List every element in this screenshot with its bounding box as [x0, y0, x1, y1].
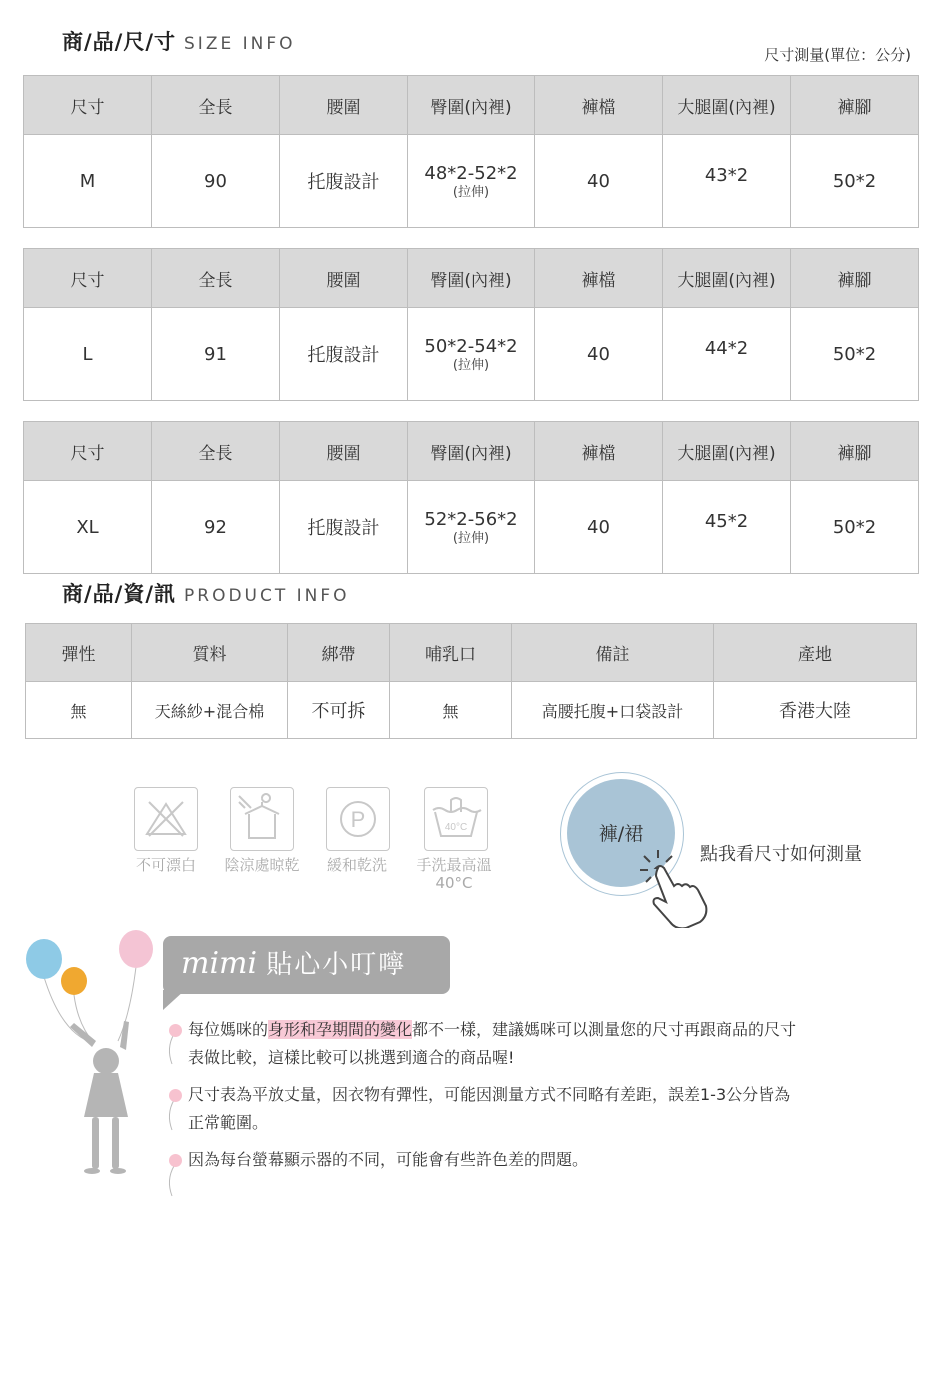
tips-title-bubble — [163, 936, 450, 994]
size-table-header — [24, 249, 919, 308]
cell-size: M — [24, 135, 152, 228]
cell-remarks: 高腰托腹+口袋設計 — [512, 682, 714, 739]
cell-strap: 不可拆 — [288, 682, 390, 739]
header-hem: 褲腳 — [791, 249, 919, 308]
cell-elasticity: 無 — [26, 682, 132, 739]
header-waist: 腰圍 — [280, 76, 408, 135]
size-table-xl — [23, 421, 919, 574]
header-hip: 臀圍(內裡) — [408, 249, 535, 308]
tip-item-1: 每位媽咪的身形和孕期間的變化都不一樣，建議媽咪可以測量您的尺寸再跟商品的尺寸 表做比較，這樣比較可以挑選到適合的商品喔! — [188, 1020, 797, 1067]
tip-bullet — [169, 1089, 182, 1102]
tip-item-2: 尺寸表為平放丈量，因衣物有彈性，可能因測量方式不同略有差距，誤差1-3公分皆為 正常範圍。 — [188, 1085, 791, 1132]
measure-link[interactable]: 點我看尺寸如何測量 — [700, 844, 862, 865]
svg-text:P: P — [350, 807, 366, 832]
product-section-title: 商/品/資/訊 PRODUCT INFO — [62, 582, 350, 606]
cell-hip: 52*2-56*2 (拉伸) — [408, 481, 535, 574]
size-tables — [23, 75, 919, 574]
cell-nursing-opening: 無 — [390, 682, 512, 739]
size-row-xl — [24, 481, 919, 574]
cell-length: 90 — [152, 135, 280, 228]
balloon-pink — [119, 930, 153, 968]
header-length: 全長 — [152, 249, 280, 308]
size-row-l — [24, 308, 919, 401]
header-elasticity: 彈性 — [26, 624, 132, 682]
tips-title: 貼心小叮嚀 — [266, 950, 407, 980]
gentle-dry-clean-icon — [326, 787, 390, 851]
header-strap: 綁帶 — [288, 624, 390, 682]
header-remarks: 備註 — [512, 624, 714, 682]
tip-item-3: 因為每台螢幕顯示器的不同，可能會有些許色差的問題。 — [188, 1150, 589, 1169]
product-table-header — [26, 624, 917, 682]
gentle-dry-clean-label: 緩和乾洗 — [326, 856, 387, 874]
header-waist: 腰圍 — [280, 422, 408, 481]
header-thigh: 大腿圍(內裡) — [663, 422, 791, 481]
cell-length: 91 — [152, 308, 280, 401]
product-section-subtitle: PRODUCT INFO — [184, 586, 350, 606]
header-length: 全長 — [152, 76, 280, 135]
size-row-m — [24, 135, 919, 228]
cell-rise: 40 — [535, 481, 663, 574]
header-thigh: 大腿圍(內裡) — [663, 76, 791, 135]
size-table-header — [24, 76, 919, 135]
unit-note: 尺寸測量(單位：公分) — [764, 46, 911, 64]
no-bleach-icon — [134, 787, 198, 851]
header-size: 尺寸 — [24, 76, 152, 135]
tips-connector-lines — [160, 1020, 190, 1200]
cell-size: L — [24, 308, 152, 401]
header-hem: 褲腳 — [791, 422, 919, 481]
hand-wash-icon — [424, 787, 488, 851]
cell-waist: 托腹設計 — [280, 308, 408, 401]
shade-dry-icon — [230, 787, 294, 851]
cell-waist: 托腹設計 — [280, 481, 408, 574]
balloon-girl-illustration — [22, 925, 172, 1184]
shade-dry-label: 陰涼處晾乾 — [224, 856, 300, 874]
cell-rise: 40 — [535, 135, 663, 228]
size-section-subtitle: SIZE INFO — [184, 34, 296, 54]
measure-circle-label: 褲/裙 — [598, 823, 644, 845]
size-table-m — [23, 75, 919, 228]
header-hip: 臀圍(內裡) — [408, 76, 535, 135]
product-info-table — [25, 623, 917, 739]
cell-thigh: 43*2 — [663, 135, 791, 228]
header-length: 全長 — [152, 422, 280, 481]
tips-bubble-tail — [163, 990, 185, 1010]
header-thigh: 大腿圍(內裡) — [663, 249, 791, 308]
tip-highlight: 身形和孕期間的變化 — [268, 1020, 413, 1039]
cell-hip: 48*2-52*2 (拉伸) — [408, 135, 535, 228]
tip-bullet — [169, 1154, 182, 1167]
cell-length: 92 — [152, 481, 280, 574]
header-hip: 臀圍(內裡) — [408, 422, 535, 481]
product-table-row — [26, 682, 917, 739]
cell-size: XL — [24, 481, 152, 574]
header-nursing-opening: 哺乳口 — [390, 624, 512, 682]
no-bleach-label: 不可漂白 — [135, 856, 196, 874]
header-rise: 褲檔 — [535, 76, 663, 135]
header-rise: 褲檔 — [535, 422, 663, 481]
header-rise: 褲檔 — [535, 249, 663, 308]
size-table-header — [24, 422, 919, 481]
balloon-orange — [61, 967, 87, 995]
girl-silhouette — [70, 1021, 129, 1174]
header-waist: 腰圍 — [280, 249, 408, 308]
cell-hip: 50*2-54*2 (拉伸) — [408, 308, 535, 401]
header-size: 尺寸 — [24, 422, 152, 481]
header-size: 尺寸 — [24, 249, 152, 308]
cell-hem: 50*2 — [791, 308, 919, 401]
header-hem: 褲腳 — [791, 76, 919, 135]
header-material: 質料 — [132, 624, 288, 682]
cell-waist: 托腹設計 — [280, 135, 408, 228]
header-origin: 產地 — [714, 624, 917, 682]
cell-origin: 香港大陸 — [714, 682, 917, 739]
hand-wash-label: 手洗最高溫 40°C — [416, 856, 492, 892]
svg-text:40°C: 40°C — [444, 822, 468, 833]
size-table-l — [23, 248, 919, 401]
tips-brand: mimi — [181, 946, 258, 981]
cell-thigh: 45*2 — [663, 481, 791, 574]
size-section-title: 商/品/尺/寸 SIZE INFO — [62, 30, 296, 54]
cell-rise: 40 — [535, 308, 663, 401]
cell-material: 天絲紗+混合棉 — [132, 682, 288, 739]
cell-hem: 50*2 — [791, 135, 919, 228]
balloon-blue — [26, 939, 62, 979]
tip-bullet — [169, 1024, 182, 1037]
cell-hem: 50*2 — [791, 481, 919, 574]
cell-thigh: 44*2 — [663, 308, 791, 401]
